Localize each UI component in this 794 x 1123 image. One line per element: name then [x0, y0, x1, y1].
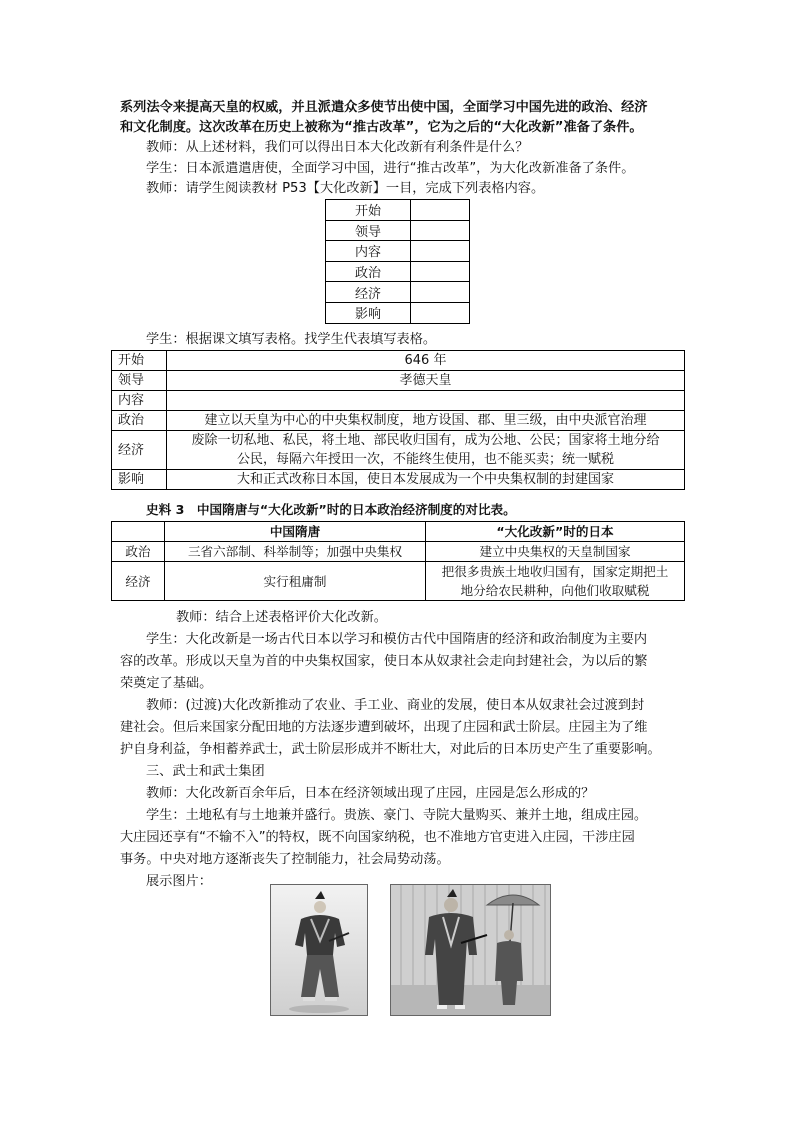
blank-table-label: 影响	[326, 302, 411, 323]
table-row-value: 大和正式改称日本国，使日本发展成为一个中央集权制的封建国家	[167, 470, 685, 490]
blank-table-cell	[411, 282, 470, 303]
table-row-label: 政治	[112, 542, 165, 562]
table-value-line: 废除一切私地、私民，将土地、部民收归国有，成为公地、公民；国家将土地分给	[191, 433, 660, 448]
table-value-line: 地分给农民耕种，向他们收取赋税	[460, 583, 650, 598]
blank-table-cell	[411, 220, 470, 241]
samurai-servant-illustration	[391, 885, 550, 1015]
student-line: 学生：大化改新是一场古代日本以学习和模仿古代中国隋唐的经济和政治制度为主要内	[146, 632, 648, 647]
table-cell: 三省六部制、科举制等；加强中央集权	[165, 542, 426, 562]
section-heading: 三、武士和武士集团	[146, 764, 265, 779]
teacher-line: 教师：(过渡)大化改新推动了农业、手工业、商业的发展，使日本从奴隶社会过渡到封	[146, 698, 645, 713]
student-line: 大庄园还享有“不输不入”的特权，既不向国家纳税，也不准地方官吏进入庄园，干涉庄园	[120, 830, 635, 845]
table-cell: 建立中央集权的天皇制国家	[426, 542, 685, 562]
blank-table-label: 开始	[326, 200, 411, 221]
table-row-label: 政治	[112, 411, 167, 431]
table-value-line: 公民，每隔六年授田一次，不能终生使用，也不能买卖；统一赋税	[236, 452, 614, 467]
table-cell: 实行租庸制	[165, 562, 426, 601]
blank-table-cell	[411, 241, 470, 262]
table-row-value: 646 年	[167, 351, 685, 371]
paragraph-line: 系列法令来提高天皇的权威，并且派遣众多使节出使中国，全面学习中国先进的政治、经济	[120, 100, 648, 115]
student-line: 容的改革。形成以天皇为首的中央集权国家，使日本从奴隶社会走向封建社会，为以后的繁	[120, 654, 648, 669]
table-row-label: 影响	[112, 470, 167, 490]
table-corner-cell	[112, 522, 165, 542]
teacher-line: 教师：从上述材料，我们可以得出日本大化改新有利条件是什么？	[146, 140, 529, 155]
table-row-label: 开始	[112, 351, 167, 371]
blank-table-label: 经济	[326, 282, 411, 303]
column-header: 中国隋唐	[165, 522, 426, 542]
teacher-line: 教师：大化改新百余年后，日本在经济领域出现了庄园，庄园是怎么形成的？	[146, 786, 595, 801]
blank-reform-table	[325, 199, 470, 324]
teacher-line: 护自身利益，争相蓄养武士，武士阶层形成并不断壮大，对此后的日本历史产生了重要影响。	[120, 742, 661, 757]
show-pictures-label: 展示图片：	[146, 874, 212, 889]
student-line: 事务。中央对地方逐渐丧失了控制能力，社会局势动荡。	[120, 852, 450, 867]
material-caption: 史料 3 中国隋唐与“大化改新”时的日本政治经济制度的对比表。	[146, 502, 516, 517]
blank-table-label: 领导	[326, 220, 411, 241]
table-value-line: 把很多贵族土地收归国有，国家定期把土	[441, 564, 669, 579]
table-row-value: 建立以天皇为中心的中央集权制度，地方设国、郡、里三级，由中央派官治理	[167, 411, 685, 431]
table-row-label: 经济	[112, 431, 167, 470]
blank-table-cell	[411, 261, 470, 282]
table-row-value	[167, 431, 685, 470]
table-row-label: 内容	[112, 391, 167, 411]
table-row-value	[167, 391, 685, 411]
column-header: “大化改新”时的日本	[426, 522, 685, 542]
teacher-line: 建社会。但后来国家分配田地的方法逐步遭到破坏，出现了庄园和武士阶层。庄园主为了维	[120, 720, 648, 735]
blank-table-label: 内容	[326, 241, 411, 262]
blank-table-cell	[411, 200, 470, 221]
paragraph-line: 和文化制度。这次改革在历史上被称为“推古改革”，它为之后的“大化改新”准备了条件。	[120, 120, 643, 135]
blank-table-label: 政治	[326, 261, 411, 282]
table-row-value: 孝德天皇	[167, 371, 685, 391]
samurai-photo-1	[270, 884, 368, 1016]
student-line: 学生：日本派遣遣唐使，全面学习中国，进行“推古改革”，为大化改新准备了条件。	[146, 161, 635, 176]
student-line: 学生：根据课文填写表格。找学生代表填写表格。	[146, 332, 437, 347]
filled-reform-table	[111, 350, 685, 490]
teacher-line: 教师：结合上述表格评价大化改新。	[176, 610, 387, 625]
table-row-label: 经济	[112, 562, 165, 601]
table-cell	[426, 562, 685, 601]
blank-table-cell	[411, 302, 470, 323]
samurai-figure-illustration	[271, 885, 367, 1015]
student-line: 荣奠定了基础。	[120, 676, 213, 691]
student-line: 学生：土地私有与土地兼并盛行。贵族、豪门、寺院大量购买、兼并土地，组成庄园。	[146, 808, 648, 823]
teacher-line: 教师：请学生阅读教材 P53【大化改新】一目，完成下列表格内容。	[146, 181, 545, 196]
table-row-label: 领导	[112, 371, 167, 391]
comparison-table	[111, 521, 685, 601]
samurai-photo-2	[390, 884, 551, 1016]
